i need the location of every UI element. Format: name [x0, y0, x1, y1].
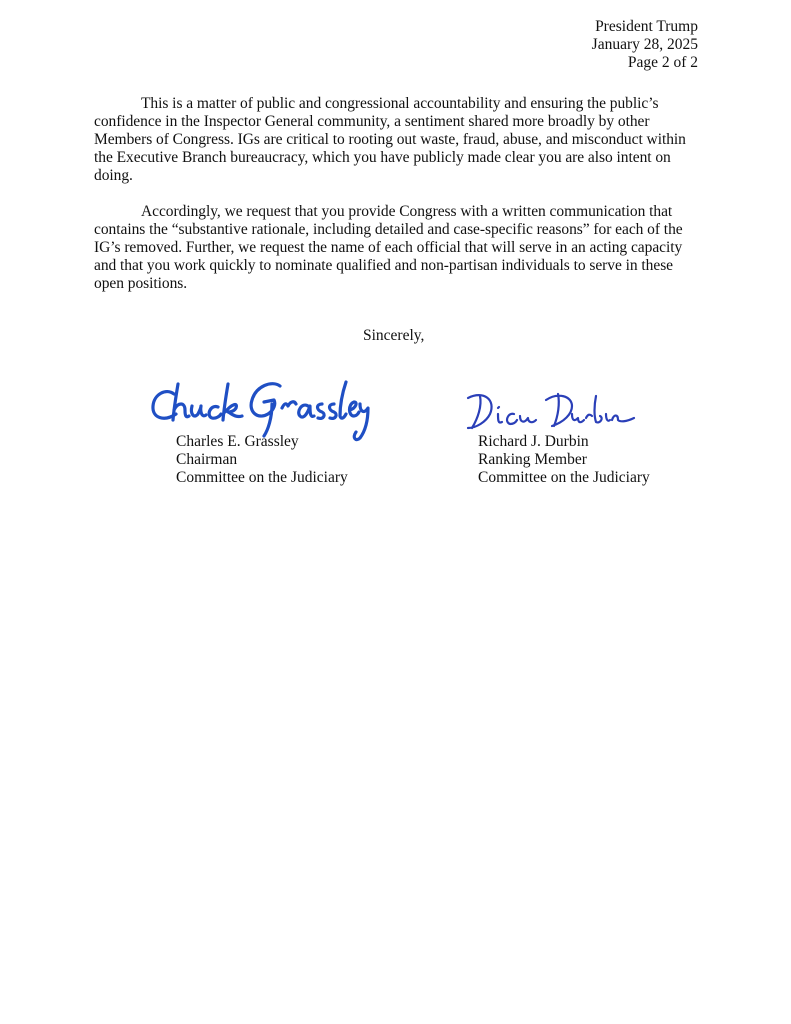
signatory-name: Charles E. Grassley — [176, 433, 299, 450]
signatory-committee: Committee on the Judiciary — [478, 469, 650, 486]
header-page-number: Page 2 of 2 — [627, 54, 698, 71]
signatory-committee: Committee on the Judiciary — [176, 469, 348, 486]
body-paragraph-2: Accordingly, we request that you provide Congress with a written communication that contains the “substantive rationale, including detailed and case-specific reasons” for each of the IG’s removed. Further, we request the name of each official that will serve in an acting capacity and that you work quickly to nominate qualified and non-partisan individuals to serve in these open positions. — [94, 203, 683, 292]
durbin-signature-image — [462, 388, 637, 434]
body-paragraph-1: This is a matter of public and congressional accountability and ensuring the public’s confidence in the Inspector General community, a sentiment shared more broadly by other Members of Congress. IGs are critical to rooting out waste, fraud, abuse, and misconduct within the Executive Branch bureaucracy, which you have publicly made clear you are also intent on doing. — [94, 95, 686, 184]
closing-salutation: Sincerely, — [363, 327, 425, 344]
letter-header — [592, 18, 698, 72]
header-date: January 28, 2025 — [591, 36, 698, 53]
signature-block-durbin — [478, 433, 650, 487]
signatory-name: Richard J. Durbin — [478, 433, 589, 450]
header-recipient: President Trump — [595, 18, 698, 35]
signatory-title: Ranking Member — [478, 451, 587, 468]
signature-block-grassley — [176, 433, 348, 487]
signatory-title: Chairman — [176, 451, 238, 468]
